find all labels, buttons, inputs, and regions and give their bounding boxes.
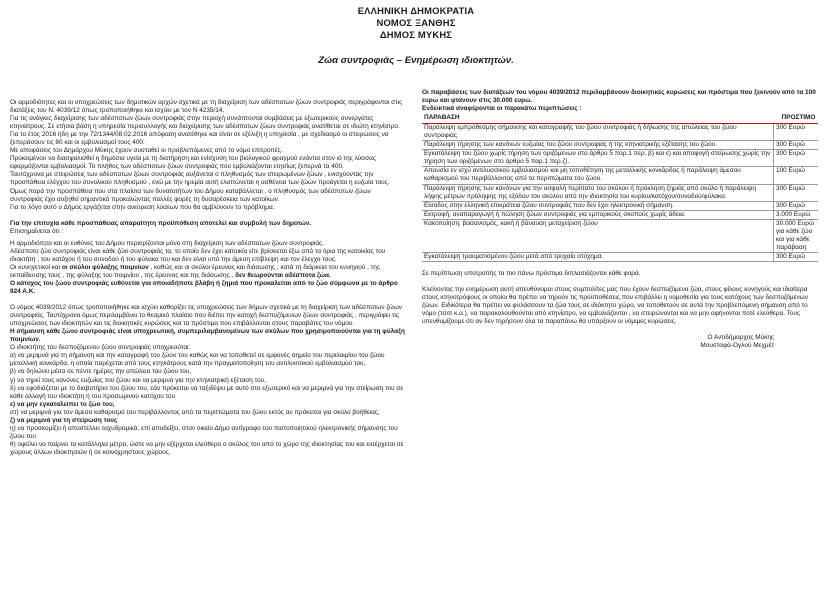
column-header-fine: ΠΡΟΣΤΙΜΟ [774, 114, 819, 124]
bold-paragraph: Ο κάτοχος του ζώου συντροφιάς ευθύνεται για οποιαδήποτε βλάβη ή ζημιά που προκαλείται από το ζώο σύμφωνα με το άρθρο 924 Α.Κ. [10, 279, 398, 296]
penalties-table [422, 114, 818, 262]
paragraph: Για το έτος 2016 ήδη με την 72/1344/08.02.2016 απόφαση ανατέθηκε και είναι σε εξέλιξη η υπηρεσία , με σχεδιασμό οι στειρώσεις να ξεπεράσουν τις 80 και οι εμβολιασμοί τους 400. [10, 131, 389, 147]
table-row [422, 150, 818, 167]
violation-cell: Κακοποίηση, βασανισμός, κακή ή βάναυση μεταχείριση ζώου [422, 219, 774, 252]
penalties-intro: Οι παραβάσεις των διατάξεων του νόμου 4039/2012 περιλαμβάνουν διοικητικές κυρώσεις και πρόστιμα που ξεκινούν από τα 100 ευρώ και φτάνουν στις 30.000 ευρώ. [422, 89, 816, 105]
column-header-violation: ΠΑΡΑΒΑΣΗ [422, 114, 774, 124]
table-row [422, 201, 818, 210]
paragraph: Η αρμοδιότητα και οι ευθύνες του Δήμου περιορίζονται μόνο στη διαχείριση των αδέσποτων ζώων συντροφιάς. [10, 239, 324, 247]
fine-cell: 300 Ευρώ [774, 184, 819, 201]
paragraph: Ο νόμος 4039/2012 όπως τροποποιήθηκε και ισχύει καθορίζει τις υποχρεώσεις των δήμων σχετικά με τη διαχείριση των αδέσποτων ζώων συντροφιάς. Ταυτόχρονα όμως περιλαμβάνει το θεσμικό πλαίσιο που διέπει την κατοχή δεσποζόμενων ζώων συντροφιάς , περιγράφει τις υποχρεώσεις των ιδιοκτητών και τις διοικητικές κυρώσεις και τα πρόστιμα που επιβάλλονται στους παραβάτες του νόμου. [10, 304, 403, 328]
fine-cell: 300 Ευρώ [774, 201, 819, 210]
table-row [422, 167, 818, 184]
fine-cell: 300 Ευρώ [774, 252, 819, 261]
signature-name: Μουσταφά-Ογλού Μεχμέτ [700, 342, 774, 350]
paragraph: Ταυτόχρονα με στειρώσεις των αδέσποτων ζώων συντροφιάς αυξάνεται ο πληθυσμός των στειρωμένων ζώων , ενισχύοντας την προσπάθεια ελέγχου του συνολικού πληθυσμού , ενώ με την ηρεμία αυτή ελαττώνεται η ασθένεια των ζώων προάγεται η ευζωία τους. [10, 171, 390, 187]
paragraph: στ) να μεριμνά για τον άμεσο καθαρισμό του περιβάλλοντος από τα περιττώματα του ζώου εκτός αν πρόκειται για σκύλο βοήθειας, [10, 408, 380, 416]
paragraph: β) να δηλώνει μέσα σε πέντε ημέρες την απώλεια του ζώου του, [10, 368, 192, 376]
text: δεν θεωρούνται αδέσποτα ζώα. [235, 271, 331, 279]
header-line-republic: ΕΛΛΗΝΙΚΗ ΔΗΜΟΚΡΑΤΙΑ [357, 5, 475, 16]
header-line-prefecture: ΝΟΜΟΣ ΞΑΝΘΗΣ [376, 17, 456, 28]
closing-paragraph: Κλείνοντας την ενημέρωση αυτή απευθύνομαι στους συμπολίτες μας που έχουν δεσποζόμενα ζώα, στους φίλους κυνηγούς και ιδιαίτερα στους κτηνοτρόφους οι οποίοι θα πρέπει να τηρούν τις προϋποθέσεις που επιβάλλει η νομοθεσία για τους κατόχους των δεσποζόμενων ζώων. Ειδικότερα θα πρέπει να φυλάσσουν τα ζώα τους σε ιδιόκτητο χώρο, να τοποθετούν σε αυτά την προβλεπόμενη σήμανση από το νόμο (τσιπ κ.α.), να παρακολουθούνται από κτηνίατρο, να εμβολιάζονται , να στειρώνονται και να μην αφήνονται ποτέ ελεύθερα. Τους υπενθυμίζουμε ότι αν δεν τηρήσουν όλα τα παραπάνω θα υπάρξουν οι νόμιμες κυρώσεις. [422, 285, 808, 326]
bold-paragraph: ε) να μην εγκαταλείπει το ζώο του, [10, 400, 115, 408]
table-header-row [422, 114, 818, 124]
paragraph: θ) οφείλει να παίρνει τα κατάλληλα μέτρα, ώστε να μην εξέρχεται ελεύθερο ο σκύλος του από το χώρο της ιδιοκτησίας του και εισέρχεται σε χώρους άλλων ιδιοκτησιών ή σε κοινόχρηστους χώρους. [10, 440, 404, 456]
header-line-municipality: ΔΗΜΟΣ ΜΥΚΗΣ [379, 29, 453, 40]
paragraph: Οι αρμοδιότητες και οι υποχρεώσεις των δημοτικών αρχών σχετικά με τη διαχείριση των αδέσποτων ζώων συντροφιάς περιγράφονται στις διατάξεις του Ν. 4039/12 όπως τροποποιήθηκε και ισχύει με τον Ν 4235/14. [10, 99, 403, 115]
document-header [0, 5, 832, 41]
violation-cell: Εκτροφή, αναπαραγωγή ή πώληση ζώων συντροφιάς για εμπορικούς σκοπούς χωρίς άδεια. [422, 210, 774, 219]
violation-cell: Παράλειψη τήρησης των κανόνων ευζωίας του ζώου συντροφιάς ή της κτηνιατρικής εξέτασης του ζώου. [422, 141, 774, 150]
paragraph: δ) να εφοδιάζεται με το διαβατήριο του ζώου του, εάν πρόκειται να ταξιδέψει με αυτό στο εξωτερικό και να μεριμνά για την στείρωση του σε κάθε αλλαγή του ιδιοκτήτη ή του προσωρινού κατόχου του [10, 384, 404, 400]
paragraph: Για τις ανάγκες διαχείρισης των αδέσποτων ζώων συντροφιάς στην περιοχή συνάπτονται συμβάσεις με εξωτερικούς συνεργάτες κτηνιάτρους. Σε ετήσια βάση η υπηρεσία περισυλλογής και διαχείρισης των αδέσποτων ζώων συντροφιάς ανατίθεται σε ιδιώτη κτηνίατρο. [10, 115, 400, 131]
text: οι σκύλοι φύλαξης ποιμνίων [61, 263, 149, 271]
bold-paragraph: Η σήμανση κάθε ζώου συντροφιάς είναι υποχρεωτική, συμπεριλαμβανομένων των σκύλων που χρησιμοποιούνται για τη φύλαξη ποιμνίων. [10, 328, 405, 344]
fine-cell: 100 Ευρώ [774, 167, 819, 184]
table-row [422, 252, 818, 261]
fine-cell: 3.000 Ευρώ [774, 210, 819, 219]
table-row [422, 219, 818, 252]
fine-cell: 300 Ευρώ [774, 124, 819, 141]
violation-cell: Εγκατάλειψη του ζώου χωρίς τήρηση των οριζόμενων στο άρθρο 5 παρ.1 περ. β) και ε) και αποφυγή στείρωσης χωρίς την τήρηση των οριζόμενων στο άρθρο 5 παρ.1 περ.ζ). [422, 150, 774, 167]
table-row [422, 210, 818, 219]
paragraph: Για το λόγο αυτό ο Δήμος εργάζεται στην ανεύρεση λύσεων που θα αμβλύνουν το πρόβλημα. [10, 203, 275, 211]
paragraph: α) να μεριμνά για τη σήμανση και την καταγραφή του ζώου του καθώς και να τοποθετεί σε εμφανές σημείο του περιλαιμίου του ζώου μεταλλική κονκάρδα, η οποία παρέχεται από τους κτηνιάτρους κατά την πραγματοποίηση του αντιλυσσικού εμβολιασμού του, [10, 352, 385, 368]
paragraph: Ο ιδιοκτήτης του δεσποζόμενου ζώου συντροφιάς υποχρεούται: [10, 344, 191, 352]
bold-paragraph: Για την επιτυχία κάθε προσπάθειας απαραίτητη προϋπόθεση αποτελεί και συμβολή των δημοτών. [10, 219, 312, 227]
table-row [422, 184, 818, 201]
right-column [422, 89, 818, 350]
violation-cell: Είσοδος στην ελληνική επικράτεια ζώου συντροφιάς που δεν έχει ηλεκτρονική σήμανση. [422, 201, 774, 210]
signature-title: Ο Αντιδήμαρχος Μύκης [707, 334, 774, 342]
paragraph [10, 264, 405, 280]
paragraph: Προκειμένου να διασφαλισθεί η δημόσια υγεία με τη διατήρηση και ενίσχυση του βιολογικού φραγμού ενάντια στον ιό της λύσσας εφαρμόζονται εμβολιασμοί. Το πλήθος των αδέσποτων ζώων συντροφιάς που εμβολιάζονται ετησίως ξεπερνά τα 400. [10, 155, 376, 171]
fine-cell: 30.000 Ευρώ για κάθε ζώο και για κάθε παράβαση [774, 219, 819, 252]
penalties-intro-cases: Ενδεικτικά αναφέρονται οι παρακάτω περιπτώσεις : [422, 105, 582, 113]
violation-cell: Παράλειψη εμπρόθεσμης σήμανσης και καταγραφής του ζώου συντροφιάς ή δήλωσης της απώλειας του ζώου συντροφιάς. [422, 124, 774, 141]
text: Οι κυνηγετικοί και [10, 263, 62, 271]
paragraph: Όμως παρά την προσπάθεια που στα πλαίσια των δυνατοτήτων του Δήμου καταβάλλεται , ο πληθυσμός των αδέσποτων ζώων συντροφιάς έχει αυξηθεί σημαντικά προκαλώντας πολλές φορές τη δυσαρέσκεια των κατοίκων. [10, 187, 371, 203]
table-row [422, 141, 818, 150]
text: , καθώς και οι σκύλοι έρευνας και διάσωσης , κατά τη διάρκεια του κυνηγιού , της εκπαίδευσης τους , της φύλαξης του ποιμνίου , της έρευνας και της διάσωσης , [10, 263, 380, 279]
table-row [422, 124, 818, 141]
violation-cell: Απουσία εν ισχύ αντιλυσσικού εμβολιασμού και μη τοποθέτηση της μεταλλικής κονκάρδας ή παράλειψη άμεσου καθαρισμού του περιβάλλοντος από τα περιττώματα του ζώου. [422, 167, 774, 184]
paragraph: γ) να τηρεί τους κανόνες ευζωίας του ζώου και να μεριμνά για την κτηνιατρική εξέταση του, [10, 376, 266, 384]
paragraph: Αδέσποτο ζώο συντροφιάς είναι κάθε ζώο συντροφιάς τα, το οποίο δεν έχει κατοικία είτε βρίσκεται έξω από τα όρια της κατοικίας του ιδιοκτήτη , του κατόχου ή του συνοδού ή του φύλακα του και δεν είναι υπό την άμεση επίβλεψη και τον έλεγχο τους. [10, 247, 386, 263]
paragraph: Επισημαίνεται ότι : [10, 227, 64, 235]
violation-cell: Εγκατάλειψη τραυματισμένου ζώου μετά από τροχαίο ατύχημα. [422, 252, 774, 261]
fine-cell: 300 Ευρώ [774, 150, 819, 167]
recidivism-note: Σε περίπτωση υποτροπής τα πιο πάνω πρόστιμα διπλασιάζονται κάθε φορά. [422, 269, 641, 277]
paragraph: Με αποφάσεις του Δημάρχου Μύκης έχουν συσταθεί οι προβλεπόμενες από το νόμο επιτροπές. [10, 147, 283, 155]
violation-cell: Παράλειψη τήρησης των κανόνων για την ασφαλή περίπατο του σκύλου ή πρόκληση ζημιάς από σκύλο ή παράλειψη λήψης μέτρων πρόληψης της εξόδου του σκύλου από την ιδιοκτησία του κυρίου/κατόχου/συνοδού/φύλακα. [422, 184, 774, 201]
left-column [10, 99, 405, 457]
bold-paragraph: ζ) να μεριμνά για τη στείρωση τους [10, 416, 118, 424]
document-subject: Ζώα συντροφιάς – Ενημέρωση ιδιοκτητών. [318, 55, 514, 66]
paragraph: η) να προσκομίζει ή αποστέλλει ταχυδρομικά, επί αποδείξει, στον οικείο Δήμο αντίγραφο του πιστοποιητικού ηλεκτρονικής σήμανσης του ζώου του [10, 424, 398, 440]
fine-cell: 300 Ευρώ [774, 141, 819, 150]
